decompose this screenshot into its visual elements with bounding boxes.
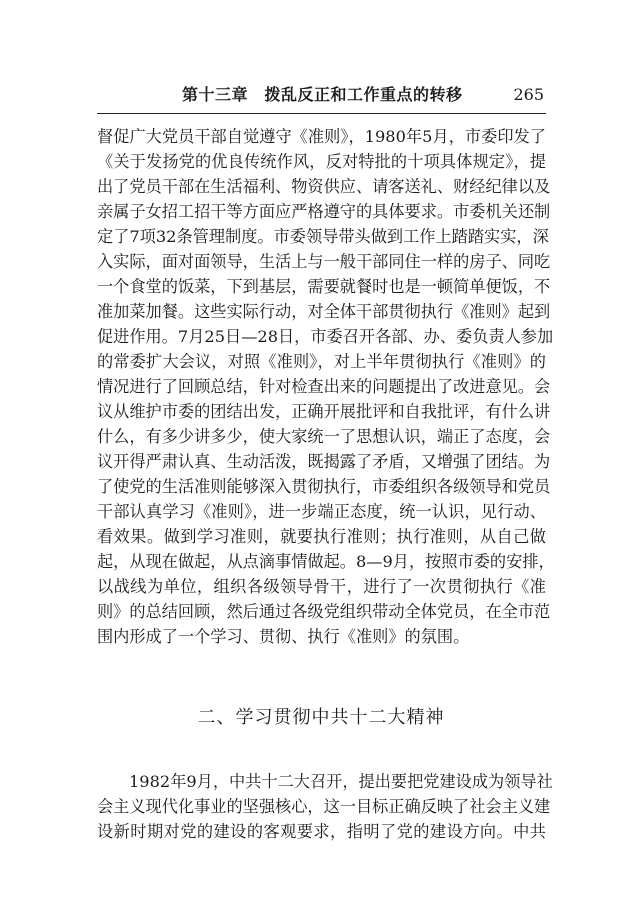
text-line: 了使党的生活准则能够深入贯彻执行，市委组织各级领导和党员 (97, 477, 551, 496)
text-line: 入实际，面对面领导，生活上与一般干部同住一样的房子、同吃 (97, 252, 551, 271)
text-line: 会主义现代化事业的坚强核心，这一目标正确反映了社会主义建 (97, 797, 551, 816)
text-line: 看效果。做到学习准则，就要执行准则；执行准则，从自己做 (97, 527, 546, 546)
text-line: 议从维护市委的团结出发，正确开展批评和自我批评，有什么讲 (97, 402, 551, 421)
text-line: 促进作用。7月25日—28日，市委召开各部、办、委负责人参加 (97, 327, 554, 346)
text-line: 起，从现在做起，从点滴事情做起。8—9月，按照市委的安排， (97, 552, 555, 571)
text-line: 督促广大党员干部自觉遵守《准则》，1980年5月，市委印发了 (97, 127, 546, 146)
text-line: 定了7项32条管理制度。市委领导带头做到工作上踏踏实实，深 (97, 227, 549, 246)
text-line: 1982年9月，中共十二大召开，提出要把党建设成为领导社 (129, 772, 553, 791)
text-line: 准加菜加餐。这些实际行动，对全体干部贯彻执行《准则》起到 (97, 302, 551, 321)
text-line: 则》的总结回顾，然后通过各级党组织带动全体党员，在全市范 (97, 602, 551, 621)
text-line: 出了党员干部在生活福利、物资供应、请客送礼、财经纪律以及 (97, 177, 551, 196)
text-line: 议开得严肃认真、生动活泼，既揭露了矛盾，又增强了团结。为 (97, 452, 551, 471)
text-line: 一个食堂的饭菜，下到基层，需要就餐时也是一顿简单便饭，不 (97, 277, 551, 296)
text-line: 干部认真学习《准则》，进一步端正态度，统一认识，见行动、 (97, 502, 546, 521)
running-header (97, 83, 546, 114)
text-line: 亲属子女招工招干等方面应严格遵守的具体要求。市委机关还制 (97, 202, 551, 221)
text-line: 什么，有多少讲多少，使大家统一了思想认识，端正了态度，会 (97, 427, 551, 446)
text-line: 设新时期对党的建设的客观要求，指明了党的建设方向。中共 (97, 822, 546, 841)
text-line: 围内形成了一个学习、贯彻、执行《准则》的氛围。 (97, 627, 470, 646)
text-line: 情况进行了回顾总结，针对检查出来的问题提出了改进意见。会 (97, 377, 551, 396)
page-number: 265 (513, 85, 544, 104)
text-line: 《关于发扬党的优良传统作风，反对特批的十项具体规定》，提 (97, 152, 546, 171)
text-line: 的常委扩大会议，对照《准则》，对上半年贯彻执行《准则》的 (97, 352, 546, 371)
chapter-title: 第十三章 拨乱反正和工作重点的转移 (182, 85, 463, 104)
section-heading: 二、学习贯彻中共十二大精神 (197, 707, 445, 728)
text-line: 以战线为单位，组织各级领导骨干，进行了一次贯彻执行《准 (97, 577, 546, 596)
